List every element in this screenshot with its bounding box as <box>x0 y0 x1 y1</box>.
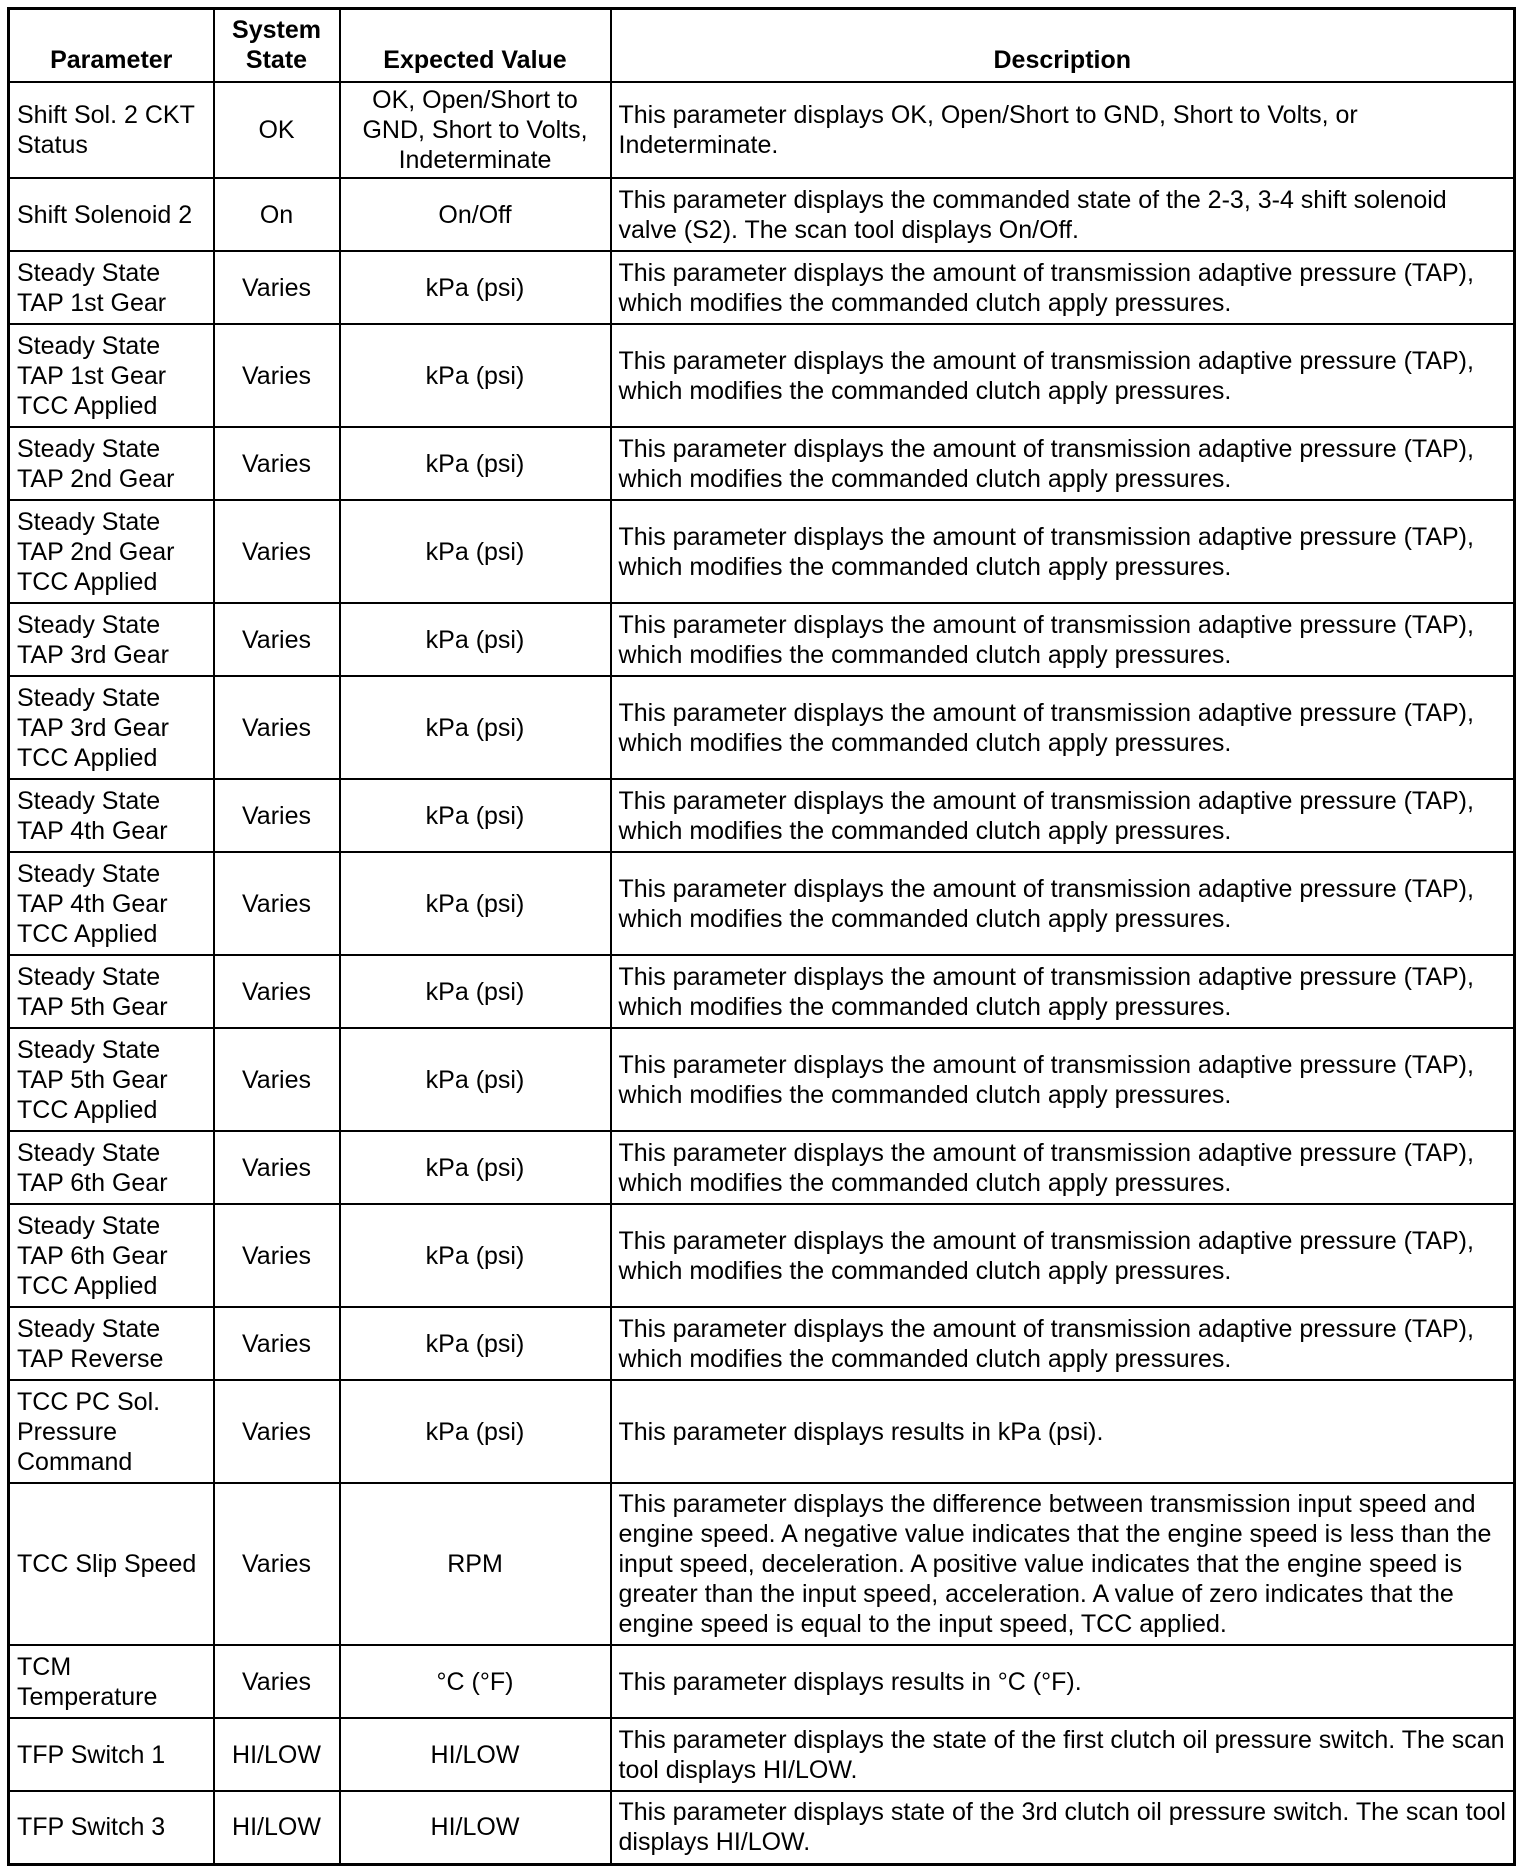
cell-description: This parameter displays the commanded state of the 2-3, 3-4 shift solenoid valve (S2). The scan tool displays On/Off. <box>611 178 1515 251</box>
cell-description: This parameter displays state of the 3rd clutch oil pressure switch. The scan tool displays HI/LOW. <box>611 1791 1515 1864</box>
cell-parameter: TFP Switch 3 <box>9 1791 214 1864</box>
cell-description: This parameter displays the amount of transmission adaptive pressure (TAP), which modifies the commanded clutch apply pressures. <box>611 1028 1515 1131</box>
table-row <box>9 500 1515 603</box>
cell-parameter: Steady State TAP 1st Gear TCC Applied <box>9 324 214 427</box>
cell-description: This parameter displays the amount of transmission adaptive pressure (TAP), which modifies the commanded clutch apply pressures. <box>611 1131 1515 1204</box>
table-row <box>9 324 1515 427</box>
table-row <box>9 1204 1515 1307</box>
table-row <box>9 178 1515 251</box>
cell-description: This parameter displays the amount of transmission adaptive pressure (TAP), which modifies the commanded clutch apply pressures. <box>611 676 1515 779</box>
table-row <box>9 1380 1515 1483</box>
cell-system-state: Varies <box>214 500 340 603</box>
cell-system-state: Varies <box>214 324 340 427</box>
cell-parameter: TCC Slip Speed <box>9 1483 214 1645</box>
cell-system-state: Varies <box>214 1380 340 1483</box>
cell-system-state: Varies <box>214 779 340 852</box>
cell-expected-value: OK, Open/Short to GND, Short to Volts, Indeterminate <box>340 82 611 178</box>
cell-expected-value: HI/LOW <box>340 1718 611 1791</box>
cell-expected-value: kPa (psi) <box>340 603 611 676</box>
cell-system-state: HI/LOW <box>214 1718 340 1791</box>
cell-system-state: Varies <box>214 1131 340 1204</box>
table-body <box>9 82 1515 1864</box>
cell-parameter: Steady State TAP 6th Gear <box>9 1131 214 1204</box>
header-description: Description <box>611 9 1515 83</box>
cell-description: This parameter displays the amount of transmission adaptive pressure (TAP), which modifies the commanded clutch apply pressures. <box>611 779 1515 852</box>
cell-parameter: Steady State TAP 3rd Gear <box>9 603 214 676</box>
cell-expected-value: kPa (psi) <box>340 779 611 852</box>
table-row <box>9 852 1515 955</box>
cell-expected-value: kPa (psi) <box>340 1380 611 1483</box>
table-row <box>9 955 1515 1028</box>
table-row <box>9 82 1515 178</box>
cell-description: This parameter displays the state of the first clutch oil pressure switch. The scan tool displays HI/LOW. <box>611 1718 1515 1791</box>
cell-system-state: Varies <box>214 251 340 324</box>
cell-expected-value: kPa (psi) <box>340 1028 611 1131</box>
cell-expected-value: kPa (psi) <box>340 324 611 427</box>
cell-description: This parameter displays the difference between transmission input speed and engine speed. A negative value indicates that the engine speed is less than the input speed, deceleration. A positive value indicates that the engine speed is greater than the input speed, acceleration. A value of zero indicates that the engine speed is equal to the input speed, TCC applied. <box>611 1483 1515 1645</box>
cell-parameter: TCC PC Sol. Pressure Command <box>9 1380 214 1483</box>
cell-parameter: Steady State TAP 5th Gear <box>9 955 214 1028</box>
cell-description: This parameter displays the amount of transmission adaptive pressure (TAP), which modifies the commanded clutch apply pressures. <box>611 251 1515 324</box>
cell-parameter: Steady State TAP 2nd Gear TCC Applied <box>9 500 214 603</box>
cell-description: This parameter displays the amount of transmission adaptive pressure (TAP), which modifies the commanded clutch apply pressures. <box>611 852 1515 955</box>
table-row <box>9 1307 1515 1380</box>
cell-description: This parameter displays the amount of transmission adaptive pressure (TAP), which modifies the commanded clutch apply pressures. <box>611 427 1515 500</box>
cell-system-state: Varies <box>214 1028 340 1131</box>
cell-expected-value: kPa (psi) <box>340 955 611 1028</box>
cell-description: This parameter displays the amount of transmission adaptive pressure (TAP), which modifies the commanded clutch apply pressures. <box>611 324 1515 427</box>
cell-parameter: TFP Switch 1 <box>9 1718 214 1791</box>
cell-parameter: Steady State TAP 1st Gear <box>9 251 214 324</box>
cell-expected-value: kPa (psi) <box>340 1204 611 1307</box>
table-row <box>9 1718 1515 1791</box>
cell-description: This parameter displays the amount of transmission adaptive pressure (TAP), which modifies the commanded clutch apply pressures. <box>611 1307 1515 1380</box>
cell-expected-value: kPa (psi) <box>340 251 611 324</box>
cell-expected-value: kPa (psi) <box>340 676 611 779</box>
table-row <box>9 1483 1515 1645</box>
table-row <box>9 1131 1515 1204</box>
cell-system-state: Varies <box>214 427 340 500</box>
cell-system-state: Varies <box>214 1645 340 1718</box>
cell-system-state: Varies <box>214 1204 340 1307</box>
table-row <box>9 251 1515 324</box>
cell-parameter: Steady State TAP 2nd Gear <box>9 427 214 500</box>
cell-system-state: Varies <box>214 852 340 955</box>
cell-system-state: OK <box>214 82 340 178</box>
cell-system-state: HI/LOW <box>214 1791 340 1864</box>
cell-description: This parameter displays the amount of transmission adaptive pressure (TAP), which modifies the commanded clutch apply pressures. <box>611 500 1515 603</box>
cell-parameter: Steady State TAP 4th Gear TCC Applied <box>9 852 214 955</box>
cell-expected-value: kPa (psi) <box>340 427 611 500</box>
cell-description: This parameter displays OK, Open/Short to GND, Short to Volts, or Indeterminate. <box>611 82 1515 178</box>
cell-parameter: Steady State TAP 4th Gear <box>9 779 214 852</box>
cell-parameter: Steady State TAP 5th Gear TCC Applied <box>9 1028 214 1131</box>
table-row <box>9 676 1515 779</box>
table-row <box>9 779 1515 852</box>
table-row <box>9 1645 1515 1718</box>
cell-system-state: Varies <box>214 676 340 779</box>
header-parameter: Parameter <box>9 9 214 83</box>
cell-system-state: Varies <box>214 603 340 676</box>
cell-system-state: Varies <box>214 1307 340 1380</box>
cell-description: This parameter displays the amount of transmission adaptive pressure (TAP), which modifies the commanded clutch apply pressures. <box>611 603 1515 676</box>
cell-expected-value: kPa (psi) <box>340 1131 611 1204</box>
cell-system-state: On <box>214 178 340 251</box>
table-row <box>9 427 1515 500</box>
cell-expected-value: °C (°F) <box>340 1645 611 1718</box>
cell-parameter: Steady State TAP Reverse <box>9 1307 214 1380</box>
cell-description: This parameter displays results in kPa (psi). <box>611 1380 1515 1483</box>
cell-description: This parameter displays the amount of transmission adaptive pressure (TAP), which modifies the commanded clutch apply pressures. <box>611 1204 1515 1307</box>
cell-expected-value: RPM <box>340 1483 611 1645</box>
cell-parameter: TCM Temperature <box>9 1645 214 1718</box>
table-header-row <box>9 9 1515 83</box>
cell-expected-value: kPa (psi) <box>340 852 611 955</box>
parameter-table <box>7 7 1516 1866</box>
cell-description: This parameter displays results in °C (°F). <box>611 1645 1515 1718</box>
cell-description: This parameter displays the amount of transmission adaptive pressure (TAP), which modifies the commanded clutch apply pressures. <box>611 955 1515 1028</box>
table-row <box>9 603 1515 676</box>
cell-parameter: Shift Sol. 2 CKT Status <box>9 82 214 178</box>
cell-parameter: Steady State TAP 6th Gear TCC Applied <box>9 1204 214 1307</box>
table-row <box>9 1791 1515 1864</box>
cell-expected-value: HI/LOW <box>340 1791 611 1864</box>
header-system-state: System State <box>214 9 340 83</box>
cell-expected-value: kPa (psi) <box>340 500 611 603</box>
cell-expected-value: kPa (psi) <box>340 1307 611 1380</box>
cell-expected-value: On/Off <box>340 178 611 251</box>
table-row <box>9 1028 1515 1131</box>
cell-system-state: Varies <box>214 1483 340 1645</box>
cell-parameter: Shift Solenoid 2 <box>9 178 214 251</box>
cell-parameter: Steady State TAP 3rd Gear TCC Applied <box>9 676 214 779</box>
header-expected-value: Expected Value <box>340 9 611 83</box>
cell-system-state: Varies <box>214 955 340 1028</box>
